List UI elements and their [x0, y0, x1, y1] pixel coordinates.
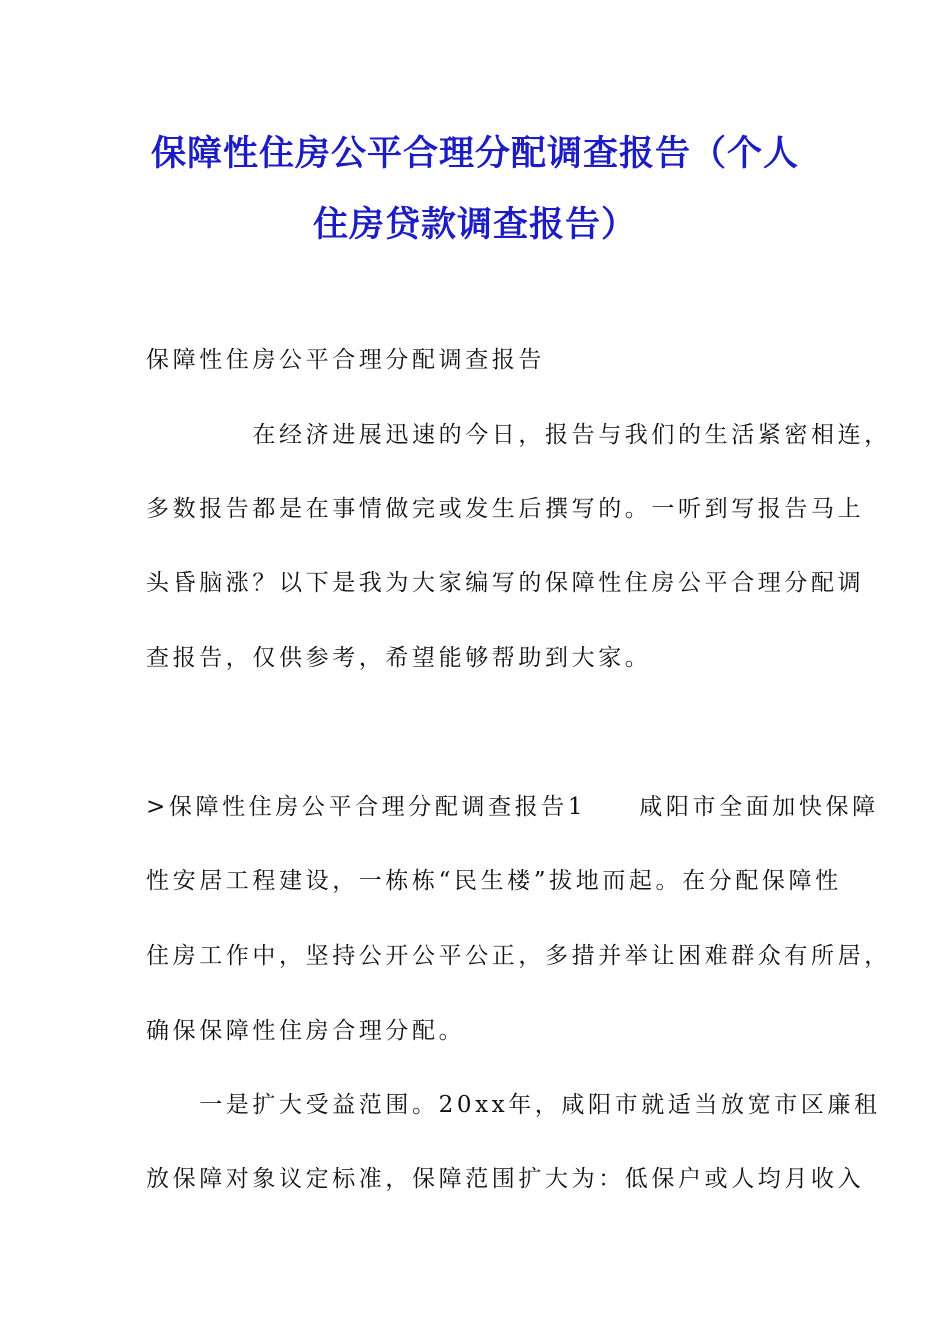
paragraph-line: 放保障对象议定标准，保障范围扩大为：低保户或人均月收入 [146, 1166, 865, 1192]
section-heading: 保障性住房公平合理分配调查报告 [146, 347, 545, 373]
paragraph-line: 多数报告都是在事情做完或发生后撰写的。一听到写报告马上 [146, 496, 865, 522]
paragraph-line: 头昏脑涨？以下是我为大家编写的保障性住房公平合理分配调 [146, 570, 865, 596]
paragraph-line: 性安居工程建设，一栋栋“民生楼”拔地而起。在分配保障性 [146, 868, 842, 894]
document-title-line-1: 保障性住房公平合理分配调查报告（个人 [150, 134, 799, 174]
paragraph-line: >保障性住房公平合理分配调查报告1 咸阳市全面加快保障 [146, 794, 879, 820]
paragraph-line: 确保保障性住房合理分配。 [146, 1018, 466, 1044]
paragraph-line: 查报告，仅供参考，希望能够帮助到大家。 [146, 645, 652, 671]
paragraph-line: 在经济进展迅速的今日，报告与我们的生活紧密相连， [146, 422, 891, 448]
document-title-line-2: 住房贷款调查报告） [312, 205, 637, 245]
paragraph-line: 住房工作中，坚持公开公平公正，多措并举让困难群众有所居， [146, 943, 891, 969]
paragraph-line: 一是扩大受益范围。20xx年，咸阳市就适当放宽市区廉租 [146, 1092, 881, 1118]
